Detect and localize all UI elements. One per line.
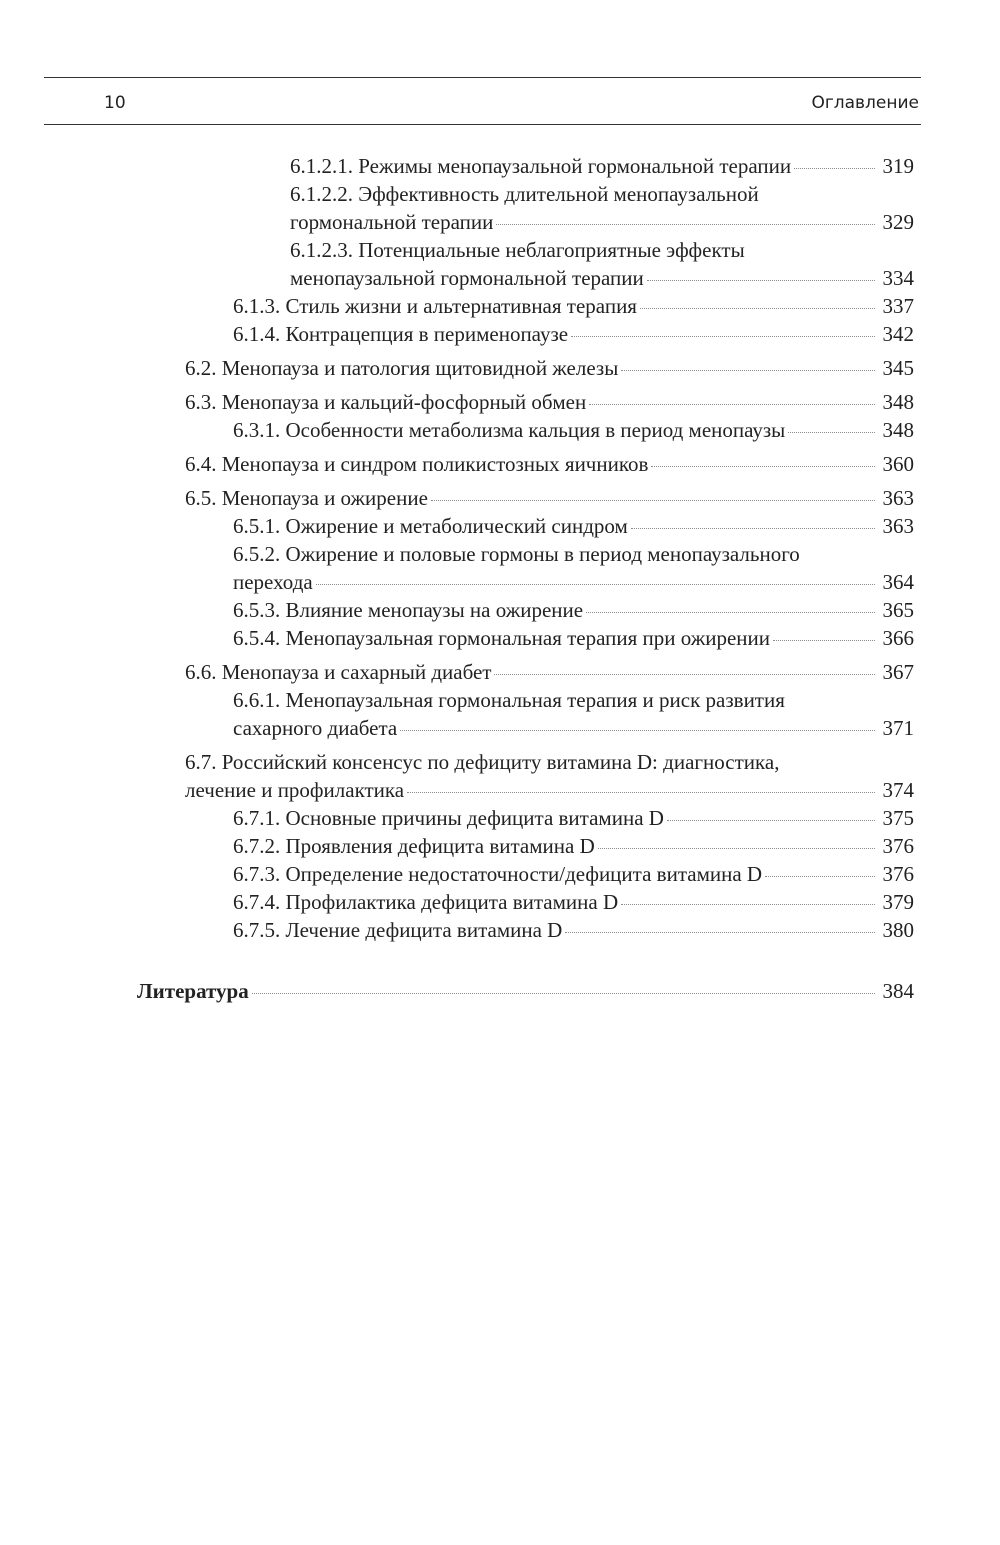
toc-entry-page: 379	[882, 890, 914, 914]
dot-leader	[647, 280, 875, 281]
table-of-contents	[0, 152, 1000, 1005]
toc-entry-6-7-5	[233, 916, 914, 944]
toc-entry-page: 365	[882, 598, 914, 622]
toc-entry-title: 6.1.2.2. Эффективность длительной менопаузальной	[290, 182, 759, 206]
toc-entry-6-6	[185, 658, 914, 686]
toc-entry-6-7-3	[233, 860, 914, 888]
toc-entry-6-5	[185, 484, 914, 512]
toc-entry-title: 6.7.3. Определение недостаточности/дефицита витамина D	[233, 862, 763, 886]
toc-entry-title: 6.5.3. Влияние менопаузы на ожирение	[233, 598, 584, 622]
toc-entry-title: 6.4. Менопауза и синдром поликистозных яичников	[185, 452, 649, 476]
toc-entry-page: 360	[882, 452, 914, 476]
toc-entry-title: 6.7. Российский консенсус по дефициту витамина D: диагностика,	[185, 750, 780, 774]
toc-entry-title: 6.1.2.1. Режимы менопаузальной гормональной терапии	[290, 154, 792, 178]
toc-entry-page: 380	[882, 918, 914, 942]
toc-entry-title: 6.5.4. Менопаузальная гормональная терапия при ожирении	[233, 626, 771, 650]
dot-leader	[407, 792, 875, 793]
toc-entry-title-continued: сахарного диабета	[233, 716, 398, 740]
toc-entry-6-1-2-1	[290, 152, 914, 180]
toc-entry-page: 366	[882, 626, 914, 650]
toc-entry-6-3-1	[233, 416, 914, 444]
header-rule-bottom	[44, 124, 921, 125]
dot-leader	[400, 730, 875, 731]
toc-entry-page: 334	[882, 266, 914, 290]
toc-entry-title: 6.5. Менопауза и ожирение	[185, 486, 428, 510]
toc-entry-title-continued: перехода	[233, 570, 313, 594]
toc-entry-title: 6.2. Менопауза и патология щитовидной железы	[185, 356, 619, 380]
dot-leader	[794, 168, 875, 169]
toc-entry-6-7-4	[233, 888, 914, 916]
toc-entry-page: 348	[882, 418, 914, 442]
toc-entry-title-continued: гормональной терапии	[290, 210, 494, 234]
toc-entry-6-5-2	[233, 540, 914, 596]
dot-leader	[496, 224, 875, 225]
toc-entry-title: 6.5.2. Ожирение и половые гормоны в период менопаузального	[233, 542, 800, 566]
toc-entry-title: 6.3. Менопауза и кальций-фосфорный обмен	[185, 390, 587, 414]
toc-entry-title: 6.6. Менопауза и сахарный диабет	[185, 660, 492, 684]
dot-leader	[773, 640, 875, 641]
running-header-title: Оглавление	[811, 93, 919, 113]
toc-entry-6-7-2	[233, 832, 914, 860]
dot-leader	[316, 584, 875, 585]
page-number: 10	[104, 93, 126, 113]
toc-entry-page: 384	[882, 979, 914, 1003]
toc-entry-6-1-2-3	[290, 236, 914, 292]
toc-entry-6-5-1	[233, 512, 914, 540]
toc-entry-title: 6.7.2. Проявления дефицита витамина D	[233, 834, 595, 858]
toc-entry-page: 375	[882, 806, 914, 830]
dot-leader	[598, 848, 875, 849]
toc-entry-page: 364	[882, 570, 914, 594]
toc-entry-page: 342	[882, 322, 914, 346]
toc-entry-6-1-4	[233, 320, 914, 348]
toc-entry-6-7	[185, 748, 914, 804]
toc-entry-page: 329	[882, 210, 914, 234]
dot-leader	[788, 432, 875, 433]
toc-entry-6-1-2-2	[290, 180, 914, 236]
toc-entry-title: 6.1.3. Стиль жизни и альтернативная терапия	[233, 294, 637, 318]
toc-entry-title: 6.1.2.3. Потенциальные неблагоприятные эффекты	[290, 238, 745, 262]
toc-entry-title: 6.7.4. Профилактика дефицита витамина D	[233, 890, 619, 914]
toc-entry-title: 6.5.1. Ожирение и метаболический синдром	[233, 514, 628, 538]
toc-entry-6-3	[185, 388, 914, 416]
toc-entry-page: 348	[882, 390, 914, 414]
dot-leader	[589, 404, 875, 405]
toc-entry-literature	[137, 977, 914, 1005]
toc-entry-page: 376	[882, 834, 914, 858]
dot-leader	[565, 932, 875, 933]
toc-entry-page: 371	[882, 716, 914, 740]
toc-entry-page: 363	[882, 486, 914, 510]
toc-entry-page: 374	[882, 778, 914, 802]
toc-entry-6-7-1	[233, 804, 914, 832]
toc-entry-page: 376	[882, 862, 914, 886]
dot-leader	[586, 612, 875, 613]
dot-leader	[494, 674, 875, 675]
toc-entry-title-continued: менопаузальной гормональной терапии	[290, 266, 644, 290]
dot-leader	[640, 308, 875, 309]
toc-entry-6-5-3	[233, 596, 914, 624]
dot-leader	[431, 500, 875, 501]
header-rule-top	[44, 77, 921, 78]
toc-entry-title: 6.7.1. Основные причины дефицита витамина D	[233, 806, 664, 830]
toc-entry-6-1-3	[233, 292, 914, 320]
toc-entry-title: Литература	[137, 979, 249, 1003]
toc-entry-title: 6.6.1. Менопаузальная гормональная терапия и риск развития	[233, 688, 785, 712]
dot-leader	[252, 993, 875, 994]
toc-entry-page: 363	[882, 514, 914, 538]
toc-entry-title: 6.7.5. Лечение дефицита витамина D	[233, 918, 563, 942]
toc-entry-page: 345	[882, 356, 914, 380]
toc-entry-page: 367	[882, 660, 914, 684]
toc-entry-page: 337	[882, 294, 914, 318]
toc-entry-6-5-4	[233, 624, 914, 652]
dot-leader	[621, 904, 875, 905]
toc-entry-title-continued: лечение и профилактика	[185, 778, 405, 802]
dot-leader	[631, 528, 875, 529]
toc-entry-6-2	[185, 354, 914, 382]
dot-leader	[765, 876, 875, 877]
dot-leader	[667, 820, 875, 821]
dot-leader	[651, 466, 875, 467]
toc-entry-6-4	[185, 450, 914, 478]
toc-entry-6-6-1	[233, 686, 914, 742]
dot-leader	[621, 370, 875, 371]
toc-entry-title: 6.1.4. Контрацепция в перименопаузе	[233, 322, 569, 346]
dot-leader	[571, 336, 875, 337]
toc-entry-title: 6.3.1. Особенности метаболизма кальция в период менопаузы	[233, 418, 786, 442]
toc-entry-page: 319	[882, 154, 914, 178]
